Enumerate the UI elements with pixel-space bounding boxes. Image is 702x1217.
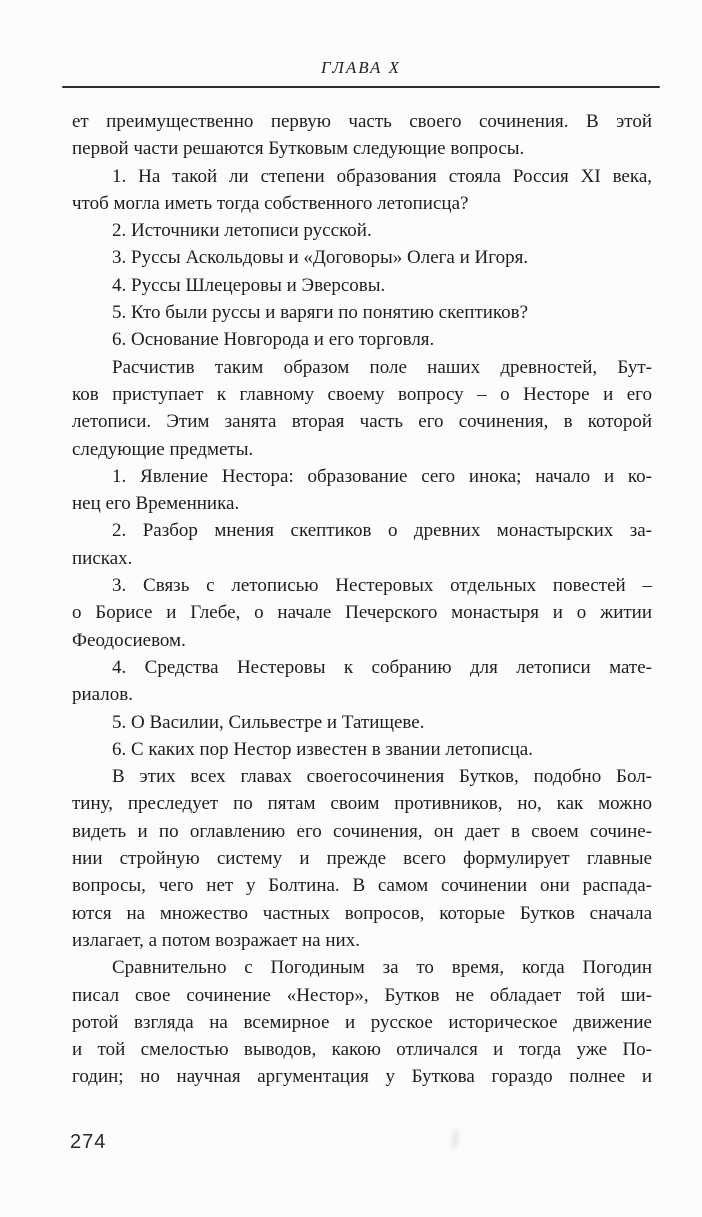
text-line: 1. Явление Нестора: образование сего инока; начало и ко-	[112, 465, 652, 487]
text-line: излагает, а потом возражает на них.	[72, 929, 360, 951]
text-line: о Борисе и Глебе, о начале Печерского монастыря и о житии	[72, 602, 652, 624]
text-line: Феодосиевом.	[72, 629, 186, 651]
text-line: годин; но научная аргументация у Буткова гораздо полнее и	[72, 1066, 652, 1088]
page-number: 274	[70, 1131, 107, 1153]
text-line: 6. Основание Новгорода и его торговля.	[112, 329, 435, 351]
text-line: писал свое сочинение «Нестор», Бутков не обладает той ши-	[72, 984, 652, 1006]
text-line: и той смелостью выводов, какою отличался и тогда уже По-	[72, 1039, 652, 1061]
text-line: писках.	[72, 547, 133, 569]
text-line: нии стройную систему и прежде всего формулирует главные	[72, 848, 652, 870]
text-line: тину, преследует по пятам своим противников, но, как можно	[72, 793, 652, 815]
text-line: 4. Средства Нестеровы к собранию для летописи мате-	[112, 656, 652, 678]
text-line: Сравнительно с Погодиным за то время, когда Погодин	[112, 957, 652, 979]
scan-smudge-artifact	[450, 1128, 459, 1151]
text-line: Расчистив таким образом поле наших древностей, Бут-	[112, 356, 652, 378]
text-line: 3. Связь с летописью Нестеровых отдельных повестей –	[112, 575, 652, 597]
text-line: 2. Разбор мнения скептиков о древних монастырских за-	[112, 520, 652, 542]
text-line: видеть и по оглавлению его сочинения, он дает в своем сочине-	[72, 820, 652, 842]
text-line: 5. О Василии, Сильвестре и Татищеве.	[112, 711, 425, 733]
text-line: 6. С каких пор Нестор известен в звании летописца.	[112, 738, 533, 760]
text-line: ротой взгляда на всемирное и русское историческое движение	[72, 1011, 652, 1033]
text-line: 5. Кто были руссы и варяги по понятию скептиков?	[112, 302, 529, 324]
text-line: ются на множество частных вопросов, которые Бутков сначала	[72, 902, 652, 924]
text-line: риалов.	[72, 684, 133, 706]
text-line: летописи. Этим занята вторая часть его сочинения, в которой	[72, 411, 652, 433]
text-line: ет преимущественно первую часть своего сочинения. В этой	[72, 111, 652, 132]
text-line: следующие предметы.	[72, 438, 254, 460]
text-line: нец его Временника.	[72, 493, 240, 515]
running-header-chapter-title: ГЛАВА X	[320, 58, 402, 77]
text-line: 1. На такой ли степени образования стояла Россия XI века,	[112, 165, 652, 187]
text-line: чтоб могла иметь тогда собственного летописца?	[72, 192, 469, 214]
text-line: ков приступает к главному своему вопросу – о Несторе и его	[72, 383, 652, 405]
text-line: В этих всех главах своегосочинения Бутков, подобно Бол-	[112, 766, 652, 788]
text-line: первой части решаются Бутковым следующие вопросы.	[72, 138, 525, 160]
header-rule-divider	[62, 86, 660, 88]
text-line: вопросы, чего нет у Болтина. В самом сочинении они распада-	[72, 875, 652, 897]
text-line: 2. Источники летописи русской.	[112, 220, 372, 242]
page-body	[72, 108, 652, 1091]
text-line: 4. Руссы Шлецеровы и Эверсовы.	[112, 274, 386, 296]
text-line: 3. Руссы Аскольдовы и «Договоры» Олега и Игоря.	[112, 247, 529, 269]
